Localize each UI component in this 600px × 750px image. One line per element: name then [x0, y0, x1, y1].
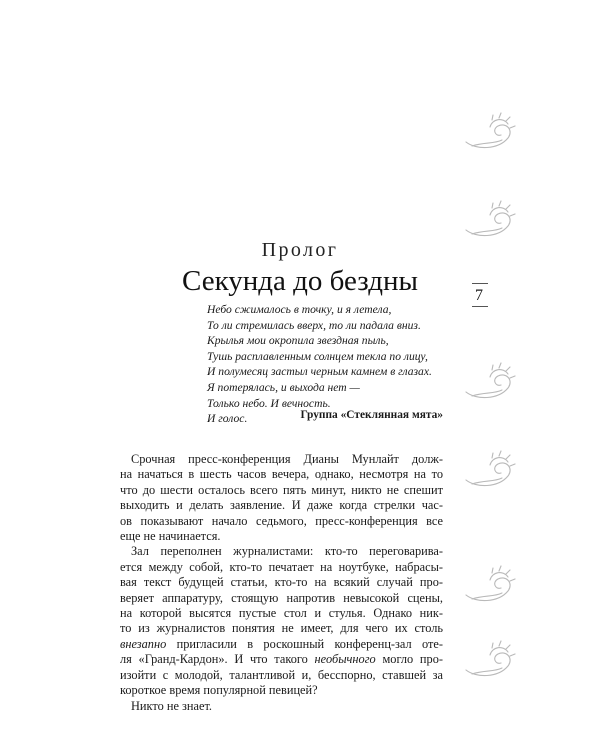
text-line: еще не начинается. — [120, 529, 221, 544]
epigraph-line: И полумесяц застыл черным камнем в глазах. — [207, 365, 432, 379]
text-line: ется между собой, кто-то печатает на ноутбуке, набрасы- — [120, 559, 443, 574]
chapter-kicker: Пролог — [261, 239, 339, 261]
text-line: Никто не знает. — [131, 698, 213, 713]
text-line: изойти с молодой, талантливой и, бесспорно, ставшей за — [120, 667, 443, 682]
italic-word: внезапно — [120, 636, 167, 651]
text-line — [120, 652, 443, 667]
sun-swirl-icon — [462, 362, 516, 402]
epigraph-line: Крылья мои окропила звездная пыль, — [207, 334, 389, 348]
text-span: пригласили в роскошный конференц-зал оте- — [166, 636, 443, 651]
text-line: веряет аппаратуру, стоящую напротив невысокой сцены, — [120, 590, 443, 605]
page-number: 7 — [475, 287, 483, 304]
text-line: что до шести осталось всего пять минут, никто не спешит — [120, 482, 443, 497]
page-number-rule-top — [472, 283, 488, 284]
epigraph-line: То ли стремилась вверх, то ли падала вниз. — [207, 318, 421, 332]
epigraph-line: И голос. — [207, 412, 248, 426]
text-line: вая текст будущей статьи, кто-то на всякий случай про- — [120, 575, 443, 590]
sun-swirl-icon — [462, 450, 516, 490]
sun-swirl-icon — [462, 112, 516, 152]
text-span: ля «Гранд-Кардон». И что такого — [120, 652, 315, 667]
chapter-heading — [150, 238, 450, 298]
text-line — [120, 637, 443, 652]
page-number-rule-bottom — [472, 306, 488, 307]
italic-word: необычного — [314, 652, 376, 667]
text-line: то из журналистов понятия не имеет, для чего их столь — [120, 621, 443, 636]
chapter-title: Секунда до бездны — [182, 265, 418, 297]
body-text — [120, 452, 443, 714]
epigraph — [207, 302, 443, 427]
text-line: Срочная пресс-конференция Дианы Мунлайт долж- — [131, 452, 443, 466]
text-span: могло про- — [375, 652, 443, 667]
sun-swirl-icon — [462, 640, 516, 680]
epigraph-line: Тушь расплавленным солнцем текла по лицу, — [207, 349, 428, 363]
text-line: на которой высятся пустые стол и стулья. Однако ник- — [120, 606, 443, 621]
epigraph-line: Небо сжималось в точку, и я летела, — [207, 303, 392, 316]
text-line: на начаться в шесть часов вечера, однако, несмотря на то — [120, 467, 443, 482]
text-line: выходить и делать заявление. И даже когда стрелки час- — [120, 498, 443, 513]
text-line: Зал переполнен журналистами: кто-то переговарива- — [131, 544, 443, 559]
text-line: ов показывают начало седьмого, пресс-конференция все — [120, 513, 443, 528]
sun-swirl-icon — [462, 565, 516, 605]
epigraph-line: Я потерялась, и выхода нет — — [207, 380, 360, 394]
sun-swirl-icon — [462, 200, 516, 240]
text-line: короткое время популярной певицей? — [120, 683, 318, 698]
epigraph-line: Только небо. И вечность. — [207, 396, 331, 410]
epigraph-attribution: Группа «Стеклянная мята» — [300, 409, 443, 421]
